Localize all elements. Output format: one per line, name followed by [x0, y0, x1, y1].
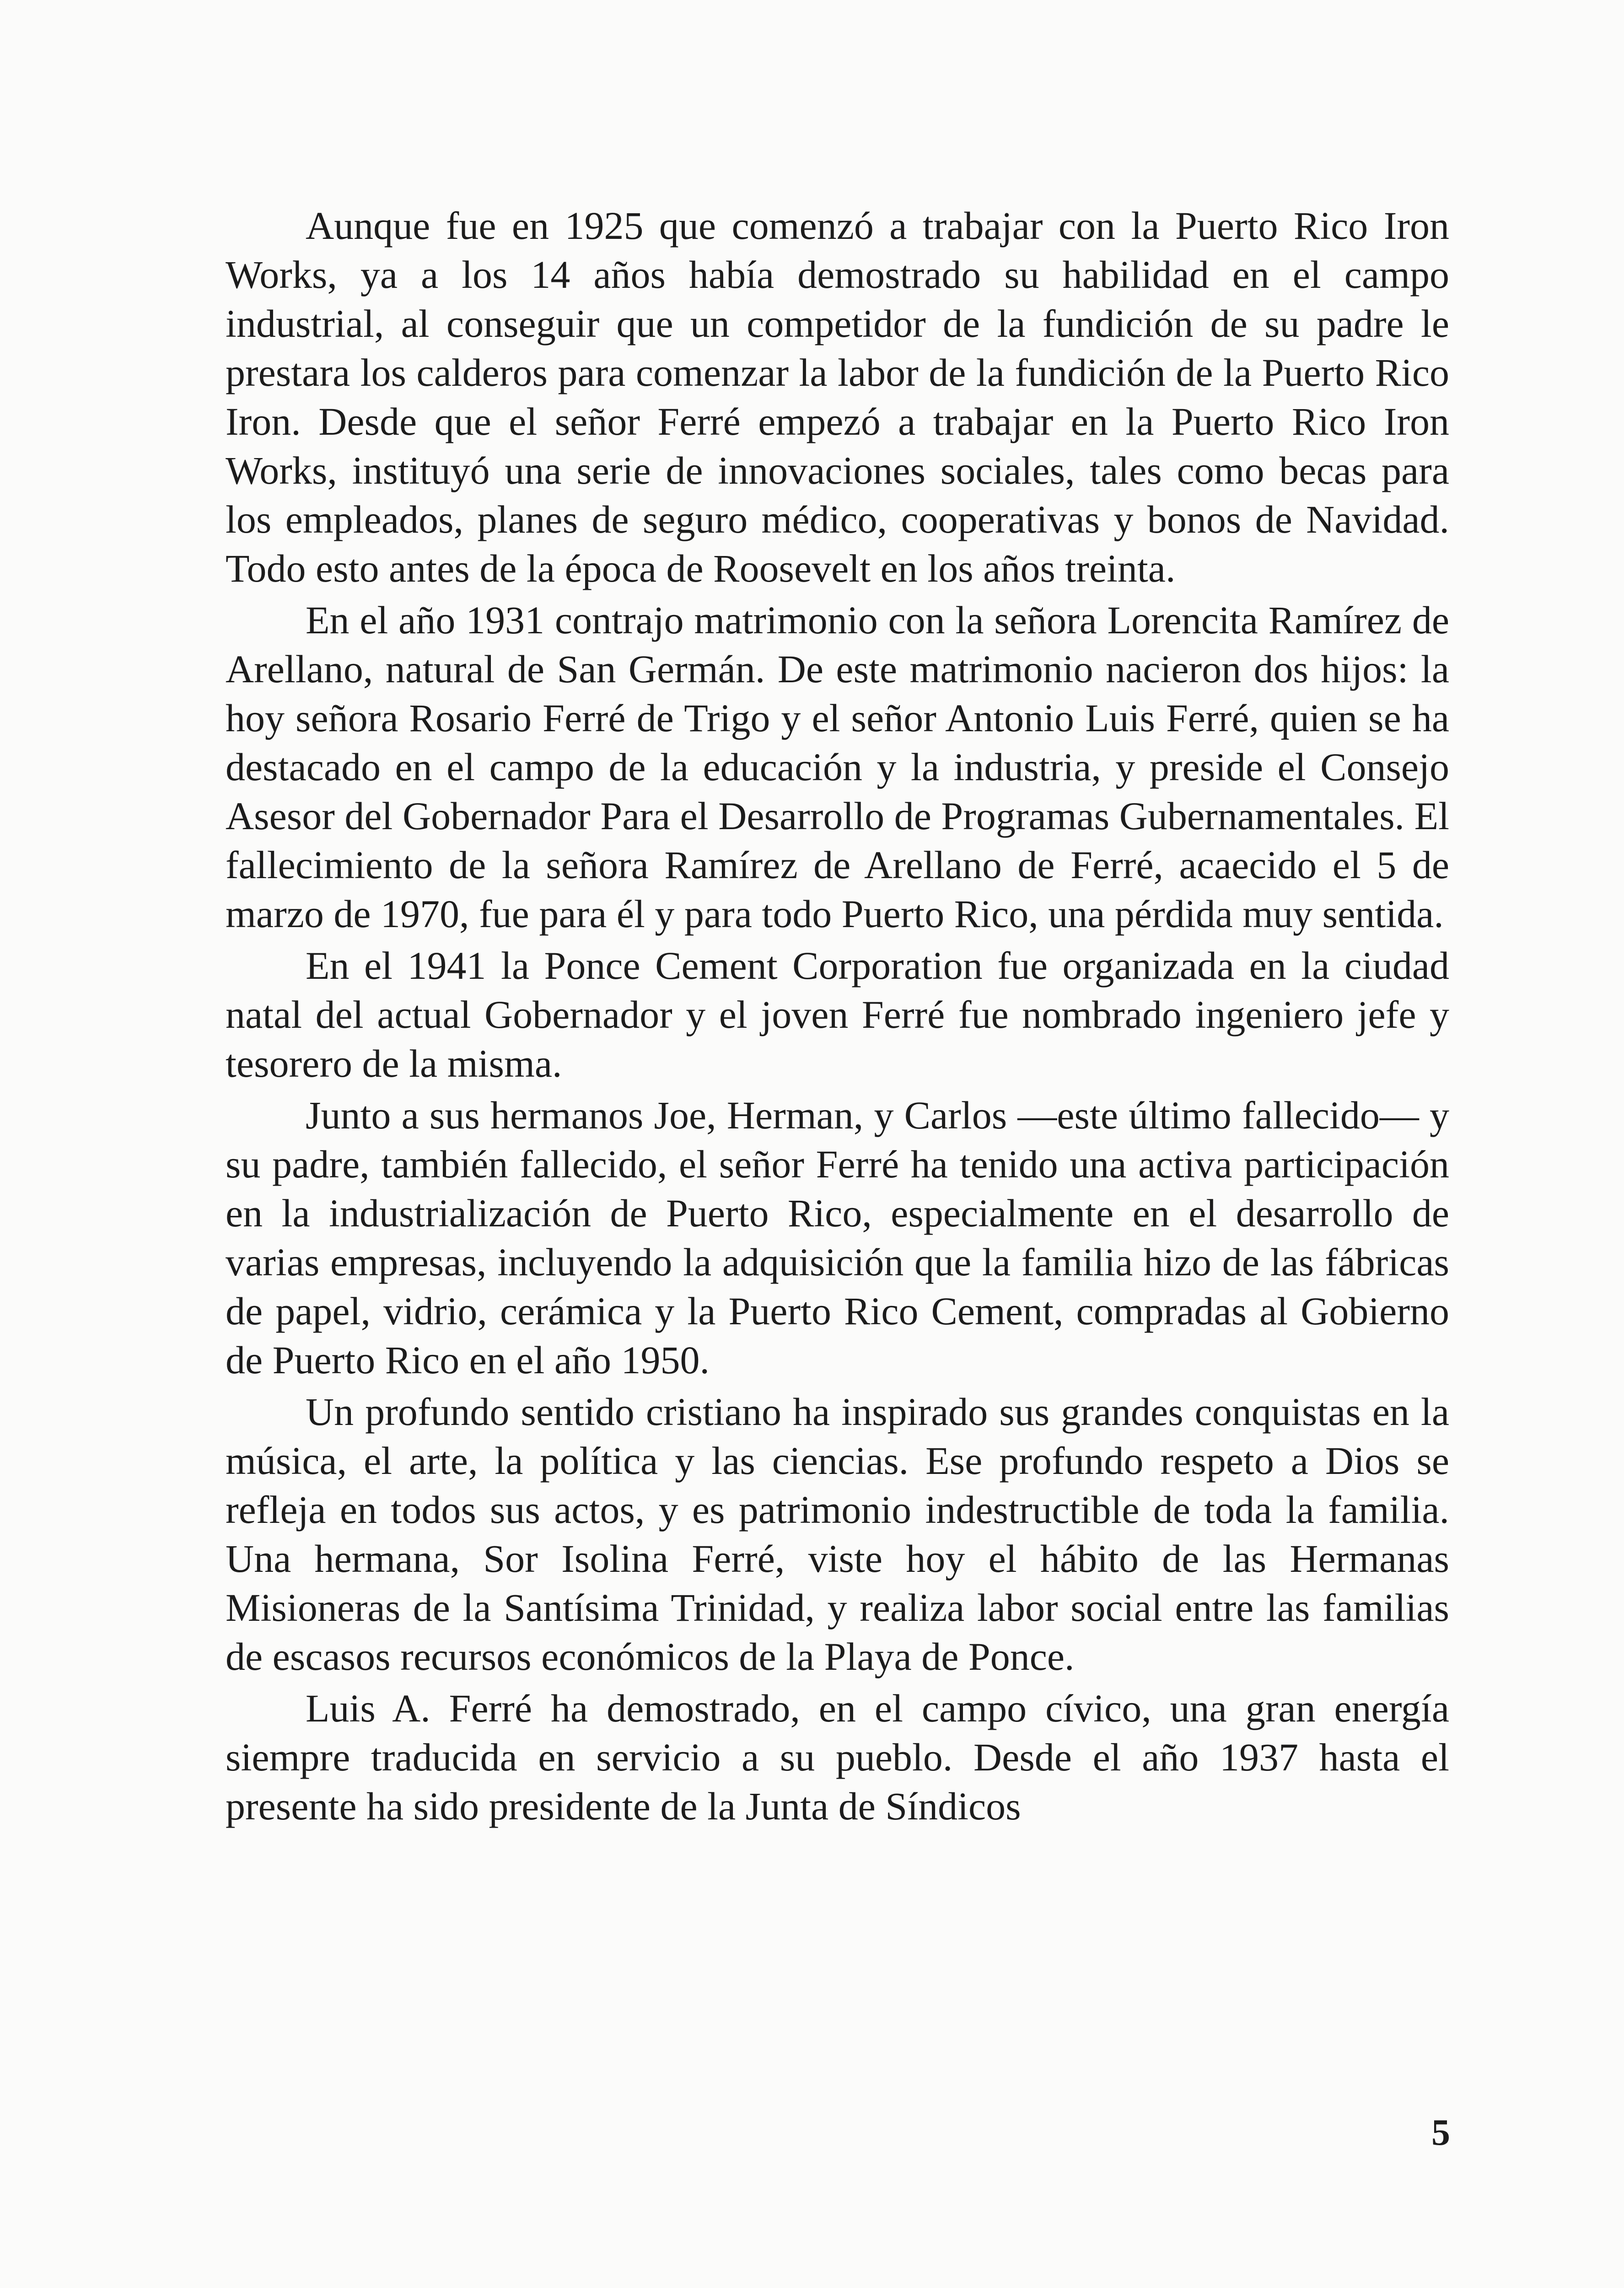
paragraph-3: En el 1941 la Ponce Cement Corporation fue organizada en la ciudad natal del actual Gobernador y el joven Ferré fue nombrado ingeniero jefe y tesorero de la misma.: [226, 944, 1449, 1085]
page-number: 5: [1431, 2111, 1450, 2153]
paragraph-4: Junto a sus hermanos Joe, Herman, y Carlos —este último fallecido— y su padre, también fallecido, el señor Ferré ha tenido una activa participación en la industrialización de Puerto Rico, especialmente en el desarrollo de varias empresas, incluyendo la adquisición que la familia hizo de las fábricas de papel, vidrio, cerámica y la Puerto Rico Cement, compradas al Gobierno de Puerto Rico en el año 1950.: [226, 1093, 1449, 1382]
paragraph-1: Aunque fue en 1925 que comenzó a trabajar con la Puerto Rico Iron Works, ya a los 14 años había demostrado su habilidad en el campo industrial, al conseguir que un competidor de la fundición de su padre le prestara los calderos para comenzar la labor de la fundición de la Puerto Rico Iron. Desde que el señor Ferré empezó a trabajar en la Puerto Rico Iron Works, instituyó una serie de innovaciones sociales, tales como becas para los empleados, planes de seguro médico, cooperativas y bonos de Navidad. Todo esto antes de la época de Roosevelt en los años treinta.: [226, 204, 1449, 590]
paragraph-5: Un profundo sentido cristiano ha inspirado sus grandes conquistas en la música, el arte, la política y las ciencias. Ese profundo respeto a Dios se refleja en todos sus actos, y es patrimonio indestructible de toda la familia. Una hermana, Sor Isolina Ferré, viste hoy el hábito de las Hermanas Misioneras de la Santísima Trinidad, y realiza labor social entre las familias de escasos recursos económicos de la Playa de Ponce.: [226, 1390, 1449, 1678]
paragraph-6: Luis A. Ferré ha demostrado, en el campo cívico, una gran energía siempre traducida en servicio a su pueblo. Desde el año 1937 hasta el presente ha sido presidente de la Junta de Síndicos: [226, 1686, 1449, 1828]
paragraph-2: En el año 1931 contrajo matrimonio con la señora Lorencita Ramírez de Arellano, natural de San Germán. De este matrimonio nacieron dos hijos: la hoy señora Rosario Ferré de Trigo y el señor Antonio Luis Ferré, quien se ha destacado en el campo de la educación y la industria, y preside el Consejo Asesor del Gobernador Para el Desarrollo de Programas Gubernamentales. El fallecimiento de la señora Ramírez de Arellano de Ferré, acaecido el 5 de marzo de 1970, fue para él y para todo Puerto Rico, una pérdida muy sentida.: [226, 598, 1449, 936]
body-text: [226, 201, 1449, 1834]
